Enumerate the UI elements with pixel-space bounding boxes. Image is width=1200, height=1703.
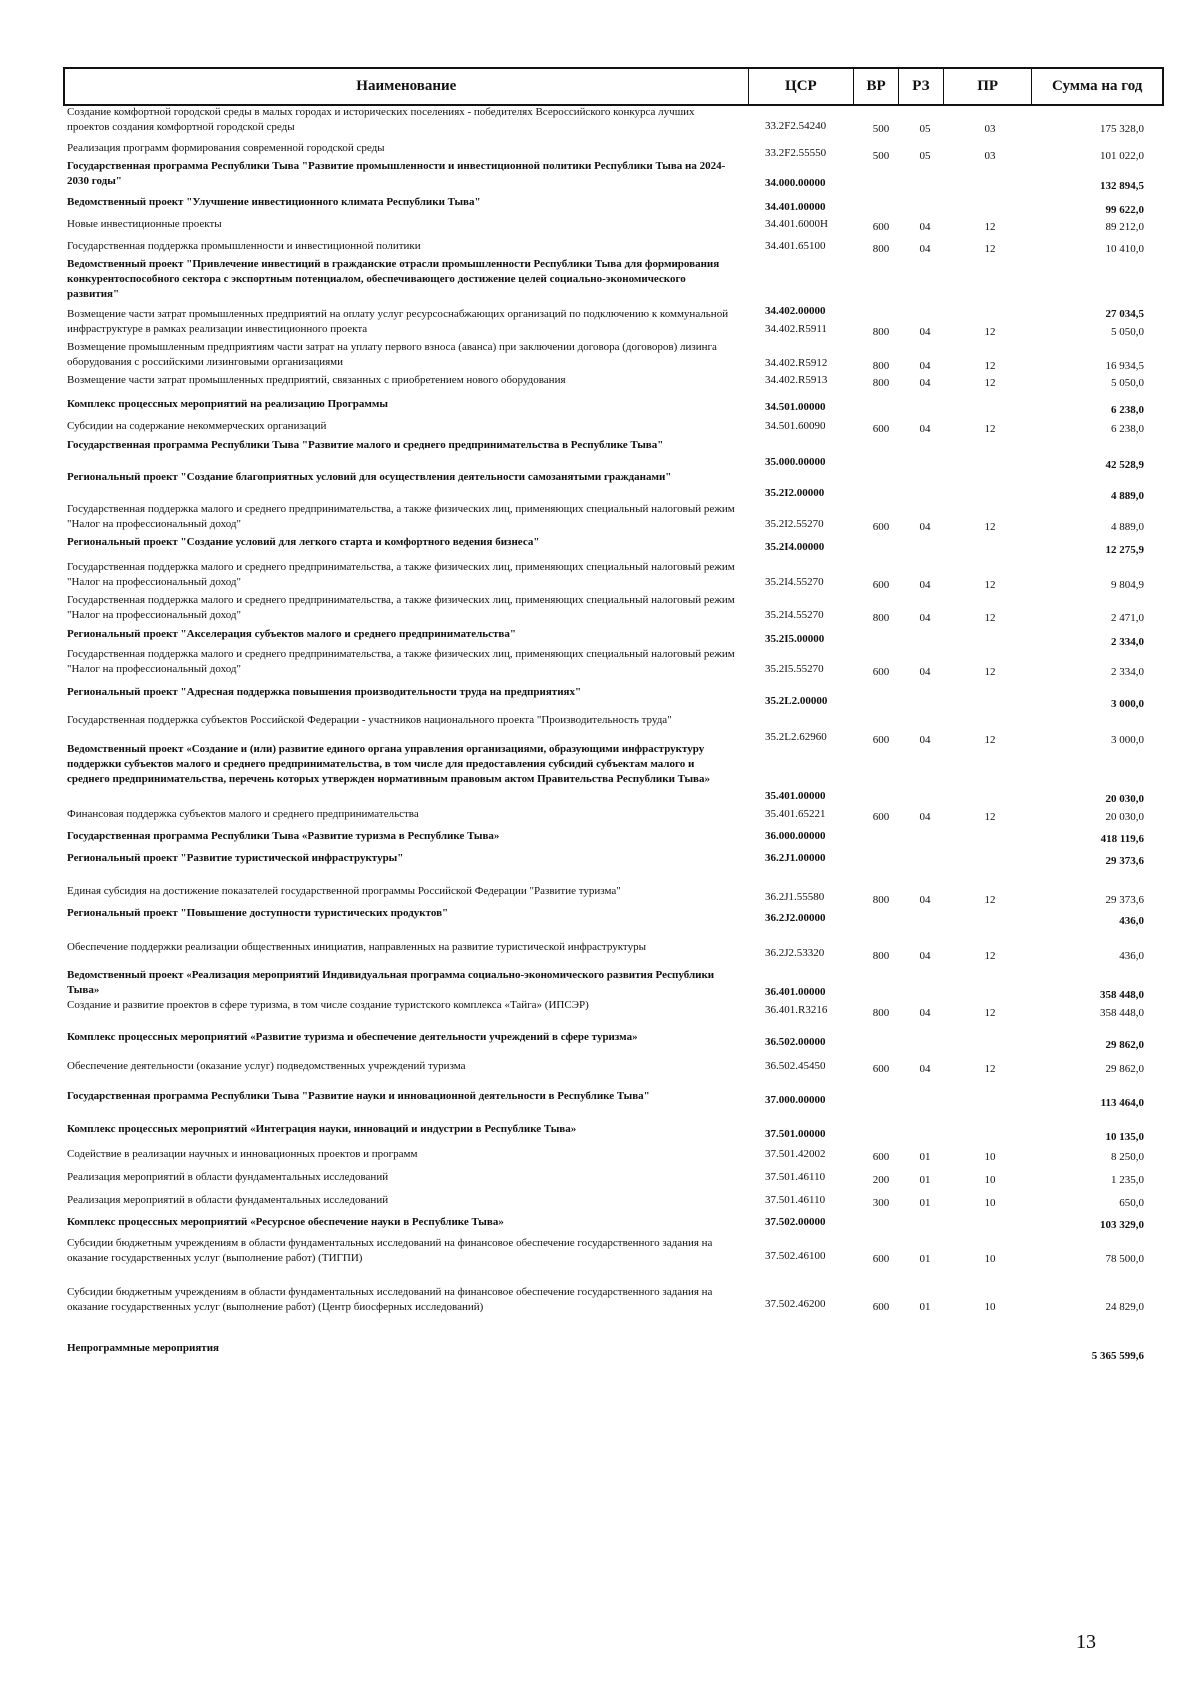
row-rz: 04 bbox=[919, 612, 931, 624]
row-vr: 800 bbox=[872, 377, 890, 389]
row-sum: 29 862,0 bbox=[1105, 1063, 1144, 1075]
header-pr: ПР bbox=[943, 68, 1032, 105]
row-vr: 800 bbox=[872, 360, 890, 372]
row-rz: 04 bbox=[919, 811, 931, 823]
row-sum: 1 235,0 bbox=[1111, 1174, 1144, 1186]
row-pr: 12 bbox=[984, 894, 996, 906]
row-sum: 8 250,0 bbox=[1111, 1151, 1144, 1163]
row-code: 35.2I5.55270 bbox=[765, 663, 824, 675]
row-code: 35.2L2.00000 bbox=[765, 695, 828, 707]
row-sum: 358 448,0 bbox=[1100, 989, 1144, 1001]
row-code: 36.2J1.55580 bbox=[765, 891, 825, 903]
row-code: 33.2F2.54240 bbox=[765, 120, 827, 132]
row-pr: 12 bbox=[984, 221, 996, 233]
row-sum: 10 410,0 bbox=[1105, 243, 1144, 255]
row-name: Возмещение промышленным предприятиям части затрат на уплату первого взноса (аванса) при заключении договора (договоров) лизинга оборудования с российскими лизинговыми организациями bbox=[67, 341, 717, 368]
row-pr: 12 bbox=[984, 734, 996, 746]
header-name: Наименование bbox=[64, 68, 748, 105]
row-name: Региональный проект "Создание условий для легкого старта и комфортного ведения бизнеса" bbox=[67, 536, 540, 548]
row-rz: 04 bbox=[919, 360, 931, 372]
row-name: Государственная поддержка малого и среднего предпринимательства, а также физических лиц, применяющих специальный налоговый режим "Налог на профессиональный доход" bbox=[67, 594, 735, 621]
header-rz: РЗ bbox=[899, 68, 944, 105]
row-code: 36.401.R3216 bbox=[765, 1004, 828, 1016]
row-sum: 5 050,0 bbox=[1111, 326, 1144, 338]
row-name: Региональный проект "Развитие туристической инфраструктуры" bbox=[67, 852, 404, 864]
row-name: Субсидии на содержание некоммерческих организаций bbox=[67, 420, 327, 432]
row-name: Реализация мероприятий в области фундаментальных исследований bbox=[67, 1194, 389, 1206]
row-code: 35.2I2.55270 bbox=[765, 518, 824, 530]
row-pr: 12 bbox=[984, 612, 996, 624]
row-code: 37.501.00000 bbox=[765, 1128, 826, 1140]
row-code: 36.000.00000 bbox=[765, 830, 826, 842]
row-sum: 20 030,0 bbox=[1105, 811, 1144, 823]
row-pr: 12 bbox=[984, 666, 996, 678]
row-name: Непрограммные мероприятия bbox=[67, 1342, 219, 1354]
row-code: 34.401.00000 bbox=[765, 201, 826, 213]
row-sum: 20 030,0 bbox=[1105, 793, 1144, 805]
row-code: 34.402.R5911 bbox=[765, 323, 827, 335]
row-rz: 01 bbox=[919, 1197, 931, 1209]
row-vr: 800 bbox=[872, 326, 890, 338]
row-name: Обеспечение деятельности (оказание услуг) подведомственных учреждений туризма bbox=[67, 1060, 466, 1072]
row-code: 35.401.65221 bbox=[765, 808, 826, 820]
row-code: 37.502.46200 bbox=[765, 1298, 826, 1310]
row-name: Содействие в реализации научных и инновационных проектов и программ bbox=[67, 1148, 418, 1160]
row-vr: 600 bbox=[872, 579, 890, 591]
row-name: Государственная программа Республики Тыва "Развитие науки и инновационной деятельности в Республике Тыва" bbox=[67, 1090, 650, 1102]
row-name: Региональный проект "Адресная поддержка повышения производительности труда на предприятиях" bbox=[67, 686, 582, 698]
row-vr: 600 bbox=[872, 811, 890, 823]
row-vr: 600 bbox=[872, 521, 890, 533]
row-pr: 10 bbox=[984, 1151, 996, 1163]
row-vr: 500 bbox=[872, 123, 890, 135]
row-sum: 78 500,0 bbox=[1105, 1253, 1144, 1265]
row-name: Возмещение части затрат промышленных предприятий, связанных с приобретением нового оборудования bbox=[67, 374, 566, 386]
row-sum: 113 464,0 bbox=[1100, 1097, 1144, 1109]
row-name: Государственная программа Республики Тыва "Развитие промышленности и инвестиционной политики Республики Тыва на 2024-2030 годы" bbox=[67, 160, 726, 187]
row-sum: 29 373,6 bbox=[1105, 894, 1144, 906]
row-name: Единая субсидия на достижение показателей государственной программы Российской Федерации "Развитие туризма" bbox=[67, 885, 621, 897]
row-name: Комплекс процессных мероприятий «Интеграция науки, инноваций и индустрии в Республике Тыва» bbox=[67, 1123, 577, 1135]
row-pr: 12 bbox=[984, 1007, 996, 1019]
row-rz: 04 bbox=[919, 734, 931, 746]
row-rz: 04 bbox=[919, 666, 931, 678]
row-name: Ведомственный проект "Привлечение инвестиций в гражданские отрасли промышленности Республики Тыва для формирования конкурентоспособного сектора с экспортным потенциалом, обеспечивающего достижение целей социально-экономического развития" bbox=[67, 258, 720, 300]
row-pr: 10 bbox=[984, 1174, 996, 1186]
row-sum: 103 329,0 bbox=[1100, 1219, 1144, 1231]
row-pr: 12 bbox=[984, 243, 996, 255]
row-pr: 12 bbox=[984, 579, 996, 591]
row-code: 37.501.46110 bbox=[765, 1171, 826, 1183]
row-code: 34.402.00000 bbox=[765, 305, 826, 317]
row-name: Государственная программа Республики Тыва "Развитие малого и среднего предпринимательства в Республике Тыва" bbox=[67, 439, 664, 451]
row-code: 37.501.46110 bbox=[765, 1194, 826, 1206]
row-pr: 10 bbox=[984, 1301, 996, 1313]
row-vr: 600 bbox=[872, 221, 890, 233]
row-name: Государственная поддержка субъектов Российской Федерации - участников национального проекта "Производительность труда" bbox=[67, 714, 672, 726]
row-pr: 12 bbox=[984, 811, 996, 823]
row-rz: 01 bbox=[919, 1151, 931, 1163]
row-code: 37.502.46100 bbox=[765, 1250, 826, 1262]
row-code: 35.2I2.00000 bbox=[765, 487, 825, 499]
row-sum: 9 804,9 bbox=[1111, 579, 1144, 591]
row-pr: 12 bbox=[984, 377, 996, 389]
row-code: 34.501.60090 bbox=[765, 420, 826, 432]
row-rz: 01 bbox=[919, 1253, 931, 1265]
page-number: 13 bbox=[1076, 1631, 1096, 1653]
row-vr: 600 bbox=[872, 1151, 890, 1163]
header-sum: Сумма на год bbox=[1032, 68, 1163, 105]
row-sum: 4 889,0 bbox=[1111, 490, 1144, 502]
row-sum: 418 119,6 bbox=[1100, 833, 1144, 845]
row-sum: 358 448,0 bbox=[1100, 1007, 1144, 1019]
row-sum: 42 528,9 bbox=[1105, 459, 1144, 471]
row-vr: 600 bbox=[872, 734, 890, 746]
row-code: 35.2I4.00000 bbox=[765, 541, 825, 553]
row-rz: 01 bbox=[919, 1301, 931, 1313]
row-code: 36.502.45450 bbox=[765, 1060, 826, 1072]
row-sum: 89 212,0 bbox=[1105, 221, 1144, 233]
row-sum: 175 328,0 bbox=[1100, 123, 1144, 135]
row-name: Реализация программ формирования современной городской среды bbox=[67, 142, 385, 154]
row-vr: 800 bbox=[872, 950, 890, 962]
row-pr: 10 bbox=[984, 1197, 996, 1209]
row-rz: 04 bbox=[919, 243, 931, 255]
row-name: Создание комфортной городской среды в малых городах и исторических поселениях - победителях Всероссийского конкурса лучших проектов создания комфортной городской среды bbox=[67, 106, 695, 133]
row-name: Новые инвестиционные проекты bbox=[67, 218, 222, 230]
row-name: Государственная поддержка промышленности и инвестиционной политики bbox=[67, 240, 421, 252]
row-pr: 12 bbox=[984, 360, 996, 372]
row-name: Ведомственный проект "Улучшение инвестиционного климата Республики Тыва" bbox=[67, 196, 481, 208]
row-name: Региональный проект "Повышение доступности туристических продуктов" bbox=[67, 907, 449, 919]
row-code: 34.402.R5913 bbox=[765, 374, 828, 386]
row-vr: 800 bbox=[872, 612, 890, 624]
row-pr: 12 bbox=[984, 1063, 996, 1075]
row-sum: 650,0 bbox=[1119, 1197, 1144, 1209]
row-name: Государственная поддержка малого и среднего предпринимательства, а также физических лиц, применяющих специальный налоговый режим "Налог на профессиональный доход" bbox=[67, 648, 735, 675]
row-name: Государственная программа Республики Тыва «Развитие туризма в Республике Тыва» bbox=[67, 830, 500, 842]
row-pr: 03 bbox=[984, 150, 996, 162]
row-code: 34.401.6000Н bbox=[765, 218, 828, 230]
row-rz: 04 bbox=[919, 579, 931, 591]
row-name: Комплекс процессных мероприятий «Ресурсное обеспечение науки в Республике Тыва» bbox=[67, 1216, 504, 1228]
row-sum: 6 238,0 bbox=[1111, 423, 1144, 435]
row-code: 34.402.R5912 bbox=[765, 357, 828, 369]
row-vr: 600 bbox=[872, 1063, 890, 1075]
row-vr: 600 bbox=[872, 666, 890, 678]
row-code: 35.401.00000 bbox=[765, 790, 826, 802]
row-sum: 2 334,0 bbox=[1111, 666, 1144, 678]
row-code: 35.000.00000 bbox=[765, 456, 826, 468]
row-name: Ведомственный проект «Реализация мероприятий Индивидуальная программа социально-экономического развития Республики Тыва» bbox=[67, 969, 715, 996]
row-name: Региональный проект "Акселерация субъектов малого и среднего предпринимательства" bbox=[67, 628, 516, 640]
header-vr: ВР bbox=[854, 68, 899, 105]
row-rz: 04 bbox=[919, 521, 931, 533]
row-pr: 03 bbox=[984, 123, 996, 135]
row-rz: 04 bbox=[919, 377, 931, 389]
row-sum: 10 135,0 bbox=[1105, 1131, 1144, 1143]
row-sum: 5 365 599,6 bbox=[1091, 1350, 1144, 1362]
row-sum: 2 471,0 bbox=[1111, 612, 1144, 624]
row-rz: 01 bbox=[919, 1174, 931, 1186]
row-code: 34.000.00000 bbox=[765, 177, 826, 189]
row-name: Обеспечение поддержки реализации общественных инициатив, направленных на развитие туристической инфраструктуры bbox=[67, 941, 646, 953]
row-pr: 12 bbox=[984, 423, 996, 435]
row-rz: 04 bbox=[919, 326, 931, 338]
row-sum: 24 829,0 bbox=[1105, 1301, 1144, 1313]
row-rz: 04 bbox=[919, 221, 931, 233]
row-name: Субсидии бюджетным учреждениям в области фундаментальных исследований на финансовое обеспечение государственного задания на оказание государственных услуг (выполнение работ) (Центр биосферных исследований) bbox=[67, 1286, 713, 1313]
row-rz: 04 bbox=[919, 423, 931, 435]
row-sum: 436,0 bbox=[1119, 950, 1144, 962]
row-sum: 132 894,5 bbox=[1100, 180, 1144, 192]
row-name: Возмещение части затрат промышленных предприятий на оплату услуг ресурсоснабжающих организаций по подключению к коммунальной инфраструктуре в рамках реализации инвестиционного проекта bbox=[67, 308, 729, 335]
row-sum: 6 238,0 bbox=[1111, 404, 1144, 416]
row-name: Субсидии бюджетным учреждениям в области фундаментальных исследований на финансовое обеспечение государственного задания на оказание государственных услуг (выполнение работ) (ТИГПИ) bbox=[67, 1237, 713, 1264]
row-sum: 436,0 bbox=[1119, 915, 1144, 927]
row-code: 34.401.65100 bbox=[765, 240, 826, 252]
row-vr: 300 bbox=[872, 1197, 890, 1209]
row-code: 37.000.00000 bbox=[765, 1094, 826, 1106]
row-sum: 27 034,5 bbox=[1105, 308, 1144, 320]
header-code: ЦСР bbox=[748, 68, 854, 105]
row-pr: 12 bbox=[984, 326, 996, 338]
row-name: Создание и развитие проектов в сфере туризма, в том числе создание туристского комплекса «Тайга» (ИПСЭР) bbox=[67, 999, 589, 1011]
row-name: Реализация мероприятий в области фундаментальных исследований bbox=[67, 1171, 389, 1183]
row-code: 33.2F2.55550 bbox=[765, 147, 827, 159]
row-vr: 800 bbox=[872, 1007, 890, 1019]
row-name: Комплекс процессных мероприятий на реализацию Программы bbox=[67, 398, 388, 410]
row-sum: 99 622,0 bbox=[1105, 204, 1144, 216]
row-sum: 16 934,5 bbox=[1105, 360, 1144, 372]
row-sum: 4 889,0 bbox=[1111, 521, 1144, 533]
row-vr: 800 bbox=[872, 243, 890, 255]
row-vr: 600 bbox=[872, 1253, 890, 1265]
row-vr: 800 bbox=[872, 894, 890, 906]
row-rz: 04 bbox=[919, 1063, 931, 1075]
row-sum: 5 050,0 bbox=[1111, 377, 1144, 389]
row-rz: 04 bbox=[919, 1007, 931, 1019]
row-code: 35.2I4.55270 bbox=[765, 609, 824, 621]
row-vr: 200 bbox=[872, 1174, 890, 1186]
row-pr: 10 bbox=[984, 1253, 996, 1265]
row-rz: 05 bbox=[919, 123, 931, 135]
row-rz: 04 bbox=[919, 894, 931, 906]
row-vr: 500 bbox=[872, 150, 890, 162]
row-code: 36.2J2.53320 bbox=[765, 947, 825, 959]
row-sum: 29 373,6 bbox=[1105, 855, 1144, 867]
row-code: 36.2J2.00000 bbox=[765, 912, 826, 924]
row-sum: 2 334,0 bbox=[1111, 636, 1144, 648]
row-name: Региональный проект "Создание благоприятных условий для осуществления деятельности самозанятыми гражданами" bbox=[67, 471, 672, 483]
row-code: 37.502.00000 bbox=[765, 1216, 826, 1228]
row-pr: 12 bbox=[984, 521, 996, 533]
row-code: 36.502.00000 bbox=[765, 1036, 826, 1048]
row-code: 36.401.00000 bbox=[765, 986, 826, 998]
row-code: 37.501.42002 bbox=[765, 1148, 826, 1160]
row-sum: 3 000,0 bbox=[1111, 698, 1144, 710]
row-name: Государственная поддержка малого и среднего предпринимательства, а также физических лиц, применяющих специальный налоговый режим "Налог на профессиональный доход" bbox=[67, 503, 735, 530]
row-sum: 12 275,9 bbox=[1105, 544, 1144, 556]
row-pr: 12 bbox=[984, 950, 996, 962]
row-vr: 600 bbox=[872, 1301, 890, 1313]
row-name: Ведомственный проект «Создание и (или) развитие единого органа управления организациями, образующими инфраструктуру поддержки субъектов малого и среднего предпринимательства, в том числе для предоставления субсидий субъектам малого и среднего предпринимательства, перечень которых утвержден нормативным правовым актом Правительства Республики Тыва» bbox=[67, 743, 710, 785]
row-name: Финансовая поддержка субъектов малого и среднего предпринимательства bbox=[67, 808, 419, 820]
row-sum: 3 000,0 bbox=[1111, 734, 1144, 746]
row-code: 35.2I5.00000 bbox=[765, 633, 825, 645]
row-code: 35.2L2.62960 bbox=[765, 731, 827, 743]
row-rz: 04 bbox=[919, 950, 931, 962]
row-name: Комплекс процессных мероприятий «Развитие туризма и обеспечение деятельности учреждений в сфере туризма» bbox=[67, 1031, 638, 1043]
row-name: Государственная поддержка малого и среднего предпринимательства, а также физических лиц, применяющих специальный налоговый режим "Налог на профессиональный доход" bbox=[67, 561, 735, 588]
row-code: 35.2I4.55270 bbox=[765, 576, 824, 588]
row-code: 34.501.00000 bbox=[765, 401, 826, 413]
row-rz: 05 bbox=[919, 150, 931, 162]
row-sum: 29 862,0 bbox=[1105, 1039, 1144, 1051]
row-vr: 600 bbox=[872, 423, 890, 435]
row-code: 36.2J1.00000 bbox=[765, 852, 826, 864]
row-sum: 101 022,0 bbox=[1100, 150, 1144, 162]
